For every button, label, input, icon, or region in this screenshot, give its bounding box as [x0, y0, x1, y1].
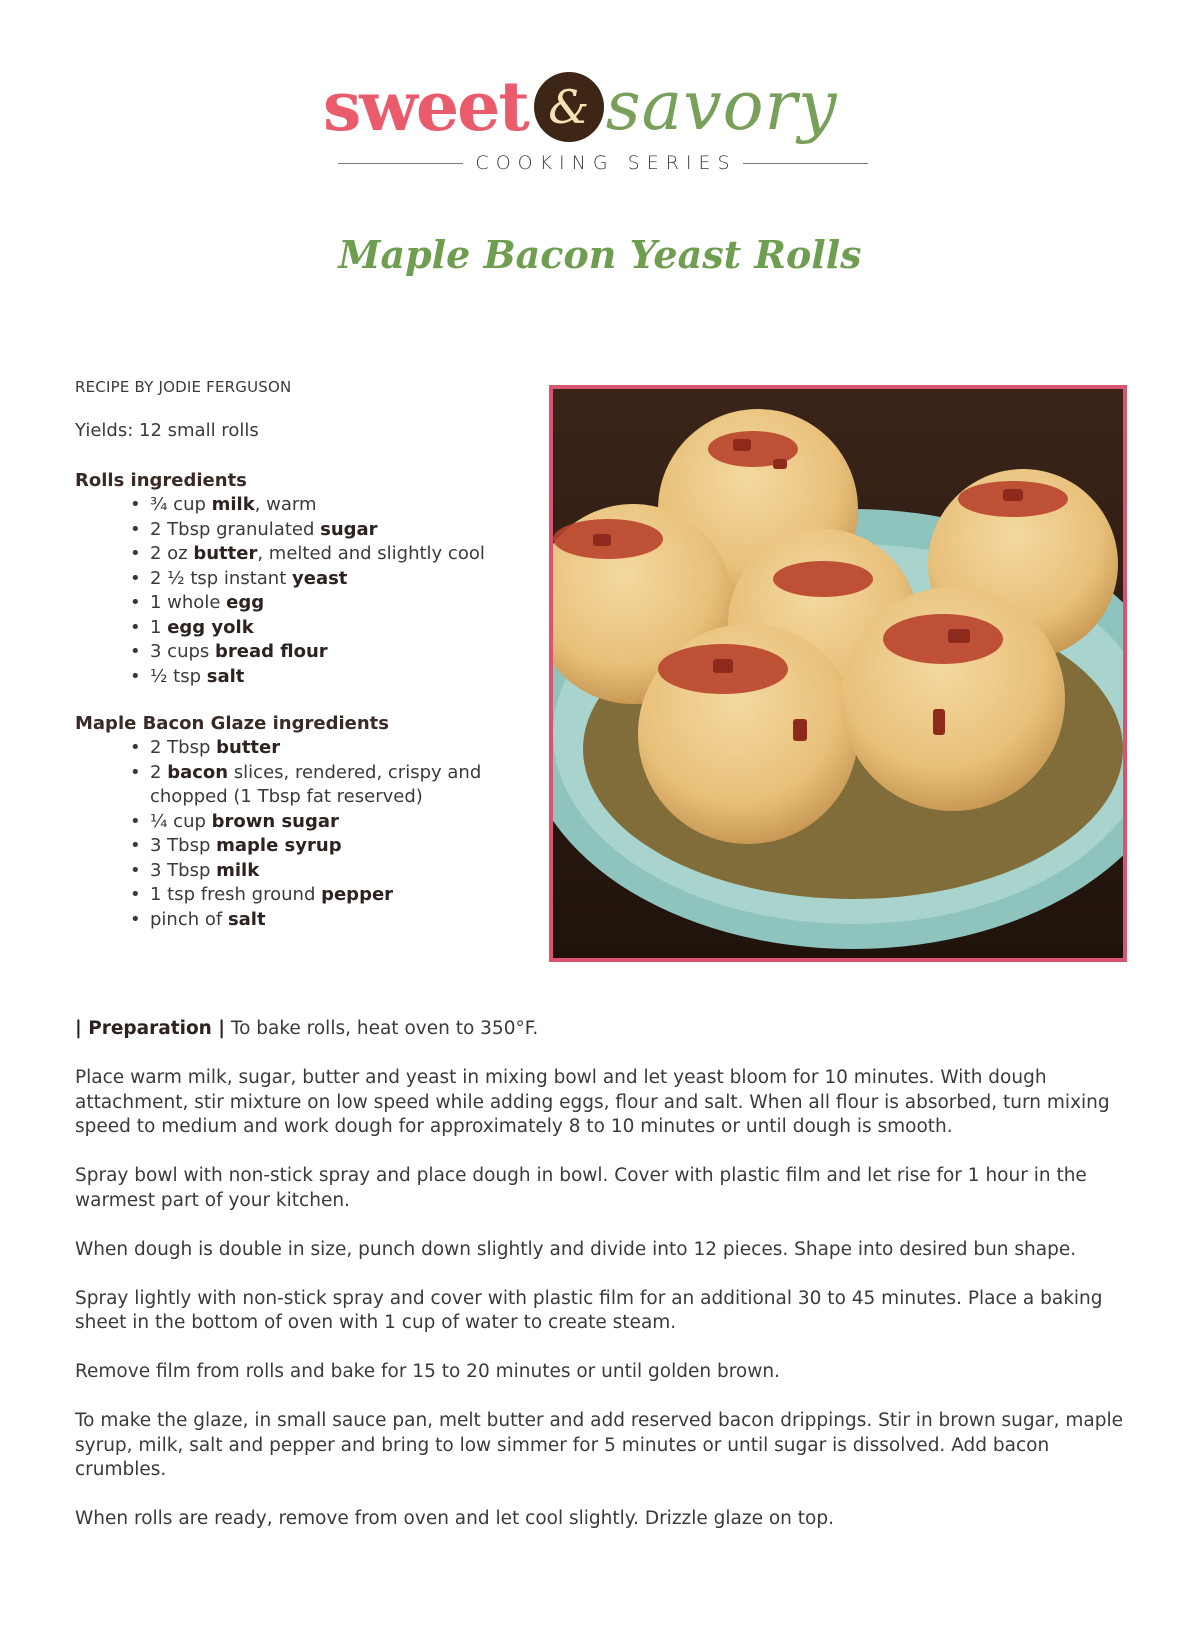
ingredient-quantity: 1: [150, 616, 168, 638]
ingredient-name: milk: [211, 494, 255, 515]
ingredient-name: butter: [193, 543, 258, 564]
preparation-step: When rolls are ready, remove from oven and let cool slightly. Drizzle glaze on top.: [75, 1508, 834, 1529]
ampersand-badge-icon: &: [534, 72, 604, 142]
ingredient-item: [130, 761, 495, 810]
ingredient-note: , warm: [254, 494, 317, 515]
ingredient-quantity: 3 Tbsp: [150, 859, 217, 881]
ingredient-quantity: ¾ cup: [150, 494, 212, 515]
ingredient-name: yeast: [292, 567, 348, 589]
ingredient-quantity: 3 cups: [150, 641, 216, 662]
recipe-yields: Yields: 12 small rolls: [75, 420, 259, 441]
ingredient-item: [130, 542, 495, 567]
ingredient-quantity: 2 oz: [150, 543, 194, 564]
recipe-byline: RECIPE BY JODIE FERGUSON: [75, 378, 292, 396]
preparation-step: To make the glaze, in small sauce pan, melt butter and add reserved bacon drippings. Stir in brown sugar, maple syrup, milk, salt and pepper and bring to low simmer for 5 minutes or until sugar is dissolved. Add bacon crumbles.: [75, 1410, 1123, 1480]
preparation-label: | Preparation |: [75, 1018, 226, 1039]
ingredients-column: [75, 378, 495, 932]
logo-subtitle: COOKING SERIES: [475, 152, 737, 174]
ingredient-item: [130, 518, 495, 543]
ingredient-note: slices, rendered, crispy and chopped (1 Tbsp fat reserved): [150, 761, 482, 807]
divider-left: [338, 163, 463, 164]
ingredient-item: [130, 859, 495, 884]
rolls-ingredients-heading: Rolls ingredients: [75, 470, 247, 491]
ingredient-quantity: pinch of: [150, 908, 228, 930]
ingredient-item: [130, 834, 495, 859]
logo-wordmark: [323, 64, 837, 150]
ingredient-note: , melted and slightly cool: [257, 543, 485, 564]
rolls-ingredients-list: [130, 493, 495, 689]
preparation-step: When dough is double in size, punch down slightly and divide into 12 pieces. Shape into desired bun shape.: [75, 1238, 1077, 1260]
ingredient-name: egg: [226, 592, 265, 613]
preparation-step: Spray bowl with non-stick spray and place dough in bowl. Cover with plastic film and let rise for 1 hour in the warmest part of your kitchen.: [75, 1165, 1087, 1211]
ingredient-name: milk: [216, 859, 260, 881]
ingredient-name: bacon: [167, 761, 229, 783]
ingredient-quantity: 1 whole: [150, 592, 227, 613]
ingredient-name: brown sugar: [211, 810, 339, 832]
preparation-intro-text: To bake rolls, heat oven to 350°F.: [225, 1018, 539, 1039]
ingredient-name: pepper: [321, 884, 394, 905]
ingredient-item: [130, 567, 495, 592]
ingredient-item: [130, 810, 495, 835]
recipe-title: Maple Bacon Yeast Rolls: [338, 232, 862, 277]
ingredient-quantity: 2 Tbsp granulated: [150, 518, 321, 540]
ingredient-quantity: ¼ cup: [150, 810, 212, 832]
ingredient-quantity: 2: [150, 761, 168, 783]
logo-subtitle-row: [338, 152, 868, 174]
ingredient-item: [130, 616, 495, 641]
ingredient-name: bread flour: [215, 641, 328, 662]
ingredient-name: egg yolk: [167, 616, 254, 638]
ingredient-item: [130, 640, 495, 665]
ingredient-quantity: ½ tsp: [150, 665, 207, 687]
ingredient-quantity: 3 Tbsp: [150, 835, 217, 856]
ingredient-item: [130, 665, 495, 690]
ingredient-item: [130, 591, 495, 616]
ingredient-item: [130, 736, 495, 761]
ingredient-name: butter: [216, 737, 281, 758]
ingredient-quantity: 2 ½ tsp instant: [150, 567, 292, 589]
logo-word-savory: savory: [605, 67, 838, 146]
preparation-step: Remove film from rolls and bake for 15 to 20 minutes or until golden brown.: [75, 1361, 780, 1382]
preparation-intro: [75, 1017, 1135, 1042]
ingredient-quantity: 2 Tbsp: [150, 737, 217, 758]
ingredient-item: [130, 908, 495, 933]
ingredient-quantity: 1 tsp fresh ground: [150, 884, 322, 905]
logo-word-sweet: sweet: [323, 67, 528, 147]
recipe-photo: [549, 385, 1127, 962]
glaze-ingredients-heading: Maple Bacon Glaze ingredients: [75, 713, 389, 734]
preparation-step: Spray lightly with non-stick spray and cover with plastic film for an additional 30 to 45 minutes. Place a baking sheet in the bottom of oven with 1 cup of water to create steam.: [75, 1287, 1103, 1333]
ingredient-name: salt: [227, 908, 266, 930]
ingredient-name: salt: [206, 665, 245, 687]
rolls-photo-illustration: [553, 389, 1123, 958]
ingredient-name: sugar: [320, 518, 378, 540]
ingredient-name: maple syrup: [216, 835, 342, 856]
preparation-section: [75, 1017, 1135, 1556]
glaze-ingredients-list: [130, 736, 495, 932]
preparation-step: Place warm milk, sugar, butter and yeast in mixing bowl and let yeast bloom for 10 minutes. With dough attachment, stir mixture on low speed while adding eggs, flour and salt. When all flour is absorbed, turn mixing speed to medium and work dough for approximately 8 to 10 minutes or until dough is smooth.: [75, 1067, 1110, 1137]
ingredient-item: [130, 493, 495, 518]
divider-right: [743, 163, 868, 164]
ingredient-item: [130, 883, 495, 908]
brand-logo: [0, 64, 1200, 184]
